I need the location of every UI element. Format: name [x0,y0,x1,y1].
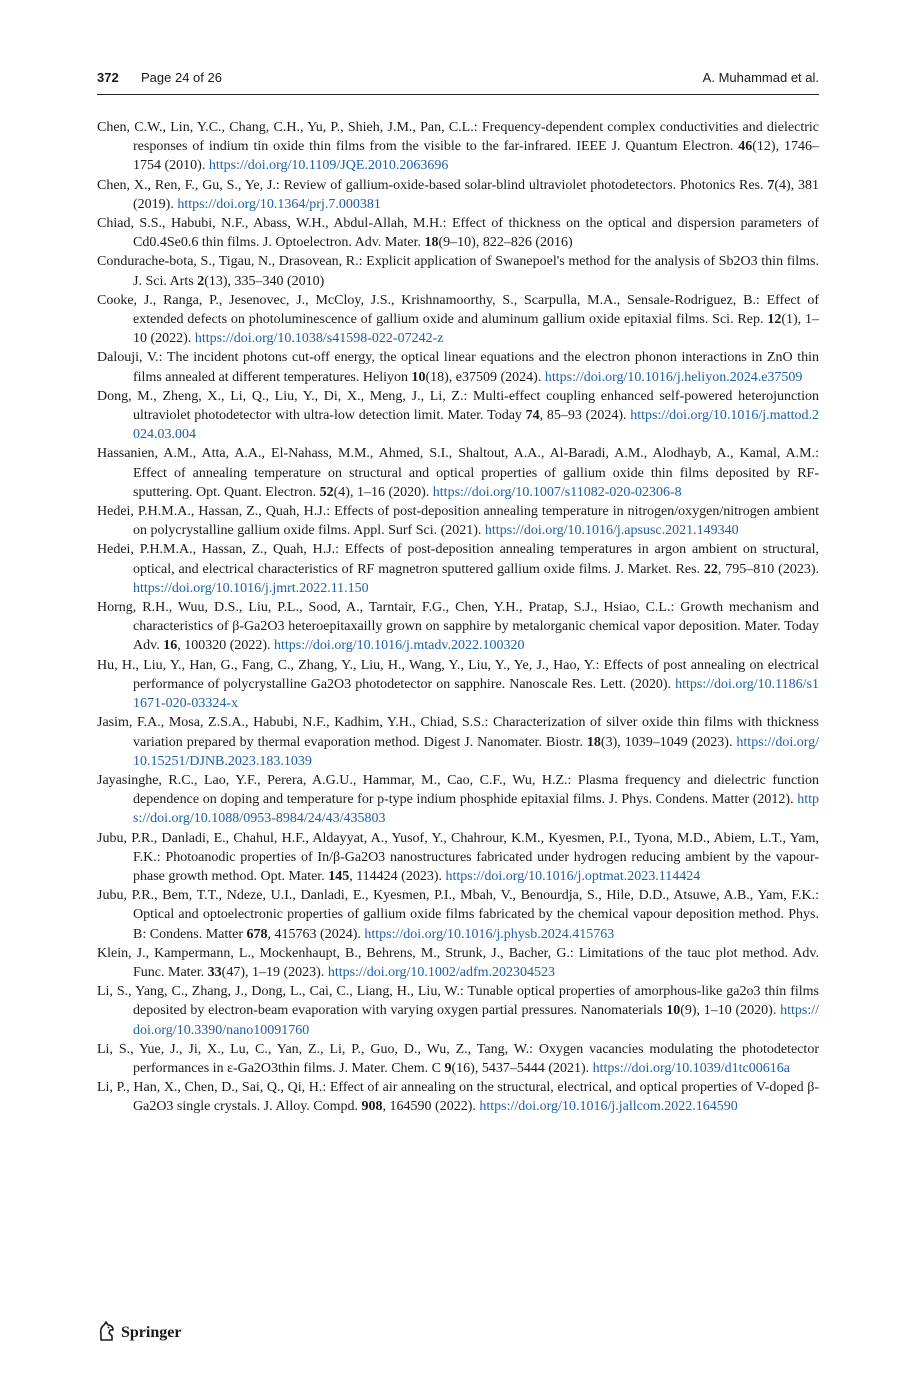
reference-text: Hassanien, A.M., Atta, A.A., El-Nahass, M.M., Ahmed, S.I., Shaltout, A.A., Al-Baradi, A.M., Alodhayb, A., Kamal, A.M.: Effect of annealing temperature on structural and optical properties of gallium oxide thin films deposited by RF-sputtering. Opt. Quant. Electron. [97,446,819,500]
reference-text: Li, P., Han, X., Chen, D., Sai, Q., Qi, H.: Effect of air annealing on the structural, electrical, and optical properties of V-doped β-Ga2O3 single crystals. J. Alloy. Compd. [97,1080,819,1115]
doi-link[interactable]: https://doi.org/10.1038/s41598-022-07242-z [194,331,444,347]
reference-entry [97,252,819,290]
reference-text: Li, S., Yang, C., Zhang, J., Dong, L., Cai, C., Liang, H., Liu, W.: Tunable optical properties of amorphous-like ga2o3 thin films deposited by electron-beam evaporation with varying oxygen partial pressures. Nanomaterials [97,984,819,1019]
reference-text: Cooke, J., Ranga, P., Jesenovec, J., McCloy, J.S., Krishnamoorthy, S., Scarpulla, M.A., Sensale-Rodriguez, B.: Effect of extended defects on photoluminescence of gallium oxide and aluminum gallium oxide epitaxial films. Sci. Rep. [97,292,819,328]
reference-pages: (47), 1–19 (2023). [221,964,328,980]
running-authors: A. Muhammad et al. [702,70,819,85]
reference-entry [97,771,819,829]
reference-pages: , 114424 (2023). [349,868,446,884]
reference-text: Hedei, P.H.M.A., Hassan, Z., Quah, H.J.: Effects of post-deposition annealing temperature in nitrogen/oxygen/nitrogen ambient on polycrystalline gallium oxide films. Appl. Surf Sci. (2021). [97,504,819,539]
doi-link[interactable]: https://doi.org/10.1039/d1tc00616a [592,1060,790,1076]
reference-entry [97,656,819,714]
reference-pages: , 164590 (2022). [382,1099,480,1115]
reference-pages: , 415763 (2024). [267,926,365,942]
doi-link[interactable]: https://doi.org/10.1016/j.heliyon.2024.e37509 [544,369,803,385]
reference-entry [97,713,819,771]
publisher-name: Springer [121,1324,182,1341]
reference-pages: (4), 381 (2019). [133,177,819,212]
doi-link[interactable]: https://doi.org/10.1364/prj.7.000381 [177,196,381,212]
reference-pages: (4), 1–16 (2020). [333,484,433,500]
reference-text: Chen, C.W., Lin, Y.C., Chang, C.H., Yu, P., Shieh, J.M., Pan, C.L.: Frequency-dependent complex conductivities and dielectric responses of indium tin oxide thin films from the visible to the far-infrared. IEEE J. Quantum Electron. [97,120,819,155]
reference-entry [97,944,819,982]
doi-link[interactable]: https://doi.org/10.3390/nano10091760 [133,1003,819,1038]
doi-link[interactable]: https://doi.org/10.1016/j.apsusc.2021.149340 [484,523,739,539]
reference-text: Dong, M., Zheng, X., Li, Q., Liu, Y., Di, X., Meng, J., Li, Z.: Multi-effect coupling enhanced self-powered heterojunction ultraviolet photodetector with ultra-low detection limit. Mater. Today [97,388,819,424]
doi-link[interactable]: https://doi.org/10.1016/j.mtadv.2022.100320 [274,638,525,654]
reference-text: Hedei, P.H.M.A., Hassan, Z., Quah, H.J.: Effects of post-deposition annealing temperatures in argon ambient on structural, optical, and electrical characteristics of RF magnetron sputtered gallium oxide films. J. Market. Res. [97,542,819,577]
reference-entry [97,291,819,349]
reference-entry [97,982,819,1040]
reference-entry [97,540,819,598]
publisher-footer [97,1321,181,1345]
reference-volume: 46 [738,139,753,155]
reference-text: Chen, X., Ren, F., Gu, S., Ye, J.: Review of gallium-oxide-based solar-blind ultraviolet photodetectors. Photonics Res. [97,177,768,193]
reference-volume: 908 [361,1099,383,1115]
reference-volume: 10 [411,369,426,385]
reference-volume: 2 [197,273,205,289]
reference-pages: , 100320 (2022). [177,638,275,654]
reference-pages: (1), 1–10 (2022). [133,312,820,347]
reference-entry [97,387,819,445]
reference-text: Horng, R.H., Wuu, D.S., Liu, P.L., Sood, A., Tarntair, F.G., Chen, Y.H., Pratap, S.J., Hsiao, C.L.: Growth mechanism and characteristics of β-Ga2O3 heteroepitaxailly grown on sapphire by metalorganic chemical vapor deposition. Mater. Today Adv. [97,600,819,654]
reference-text: Dalouji, V.: The incident photons cut-off energy, the optical linear equations and the electron phonon interactions in ZnO thin films annealed at different temperatures. Heliyon [97,350,819,385]
reference-text: Jayasinghe, R.C., Lao, Y.F., Perera, A.G.U., Hammar, M., Cao, C.F., Wu, H.Z.: Plasma frequency and dielectric function dependence on doping and temperature for p-type indium phosphide epitaxial films. J. Phys. Condens. Matter (2012). [97,772,819,808]
reference-volume: 18 [424,235,439,251]
reference-text: Hu, H., Liu, Y., Han, G., Fang, C., Zhang, Y., Liu, H., Wang, Y., Liu, Y., Ye, J., Hao, Y.: Effects of post annealing on electrical performance of polycrystalline Ga2O3 photodetector on sapphire. Nanoscale Res. Lett. (2020). [97,657,819,692]
reference-text: Li, S., Yue, J., Ji, X., Lu, C., Yan, Z., Li, P., Guo, D., Wu, Z., Tang, W.: Oxygen vacancies modulating the photodetector performances in ε-Ga2O3thin films. J. Mater. Chem. C [97,1041,819,1076]
reference-volume: 7 [767,177,775,193]
doi-link[interactable]: https://doi.org/10.1016/j.jmrt.2022.11.150 [133,580,369,596]
reference-volume: 9 [444,1060,452,1076]
reference-entry [97,598,819,656]
reference-volume: 145 [328,868,350,884]
reference-text: Condurache-bota, S., Tigau, N., Drasovean, R.: Explicit application of Swanepoel's method for the analysis of Sb2O3 thin films. J. Sci. Arts [97,254,819,289]
page-number: 372 [97,70,119,85]
reference-pages: (16), 5437–5444 (2021). [451,1060,593,1076]
reference-text: Jasim, F.A., Mosa, Z.S.A., Habubi, N.F., Kadhim, Y.H., Chiad, S.S.: Characterization of silver oxide thin films with thickness variation prepared by thermal evaporation method. Digest J. Nanomater. Biostr. [97,715,819,750]
doi-link[interactable]: https://doi.org/10.1016/j.jallcom.2022.164590 [479,1099,738,1115]
reference-list [97,118,819,1117]
reference-entry [97,502,819,540]
reference-pages: (18), e37509 (2024). [425,369,545,385]
reference-entry [97,348,819,386]
reference-volume: 52 [319,484,334,500]
reference-volume: 74 [525,408,540,424]
springer-horse-icon [97,1320,121,1347]
doi-link[interactable]: https://doi.org/10.1088/0953-8984/24/43/435803 [133,792,819,827]
doi-link[interactable]: https://doi.org/10.15251/DJNB.2023.183.1039 [133,734,820,769]
reference-pages: (12), 1746–1754 (2010). [133,139,819,174]
reference-text: Klein, J., Kampermann, L., Mockenhaupt, B., Behrens, M., Strunk, J., Bacher, G.: Limitations of the tauc plot method. Adv. Func. Mater. [97,945,819,980]
reference-pages: , 795–810 (2023). [717,561,819,577]
reference-entry [97,118,819,176]
reference-volume: 18 [586,734,601,750]
reference-pages: (9–10), 822–826 (2016) [438,235,573,251]
reference-entry [97,829,819,887]
reference-entry [97,214,819,252]
reference-pages: (9), 1–10 (2020). [680,1003,781,1019]
running-header [97,66,819,95]
doi-link[interactable]: https://doi.org/10.1007/s11082-020-02306-8 [432,484,682,500]
reference-volume: 12 [767,312,782,328]
reference-volume: 22 [703,561,718,577]
reference-entry [97,444,819,502]
reference-entry [97,886,819,944]
reference-volume: 33 [207,964,222,980]
reference-pages: (3), 1039–1049 (2023). [600,734,737,750]
reference-entry [97,1078,819,1116]
reference-pages: (13), 335–340 (2010) [204,273,325,289]
reference-entry [97,1040,819,1078]
reference-text: Jubu, P.R., Danladi, E., Chahul, H.F., Aldayyat, A., Yusof, Y., Chahrour, K.M., Kyesmen, P.I., Tyona, M.D., Abiem, L.T., Yam, F.K.: Photoanodic properties of In/β-Ga2O3 nanostructures fabricated under hydrogen reducing ambient by the vapour-phase growth method. Opt. Mater. [97,830,819,884]
reference-text: Jubu, P.R., Bem, T.T., Ndeze, U.I., Danladi, E., Kyesmen, P.I., Mbah, V., Benourdja, S., Hile, D.D., Atsuwe, A.B., Yam, F.K.: Optical and optoelectronic properties of gallium oxide films fabricated by the chemical vapour deposition method. Phys. B: Condens. Matter [97,888,819,942]
doi-link[interactable]: https://doi.org/10.1186/s11671-020-03324-x [133,676,819,712]
doi-link[interactable]: https://doi.org/10.1016/j.optmat.2023.114424 [445,868,701,884]
reference-volume: 16 [163,638,178,654]
reference-volume: 10 [666,1003,681,1019]
doi-link[interactable]: https://doi.org/10.1016/j.physb.2024.415763 [364,926,615,942]
doi-link[interactable]: https://doi.org/10.1109/JQE.2010.2063696 [208,158,449,174]
reference-pages: , 85–93 (2024). [539,408,631,424]
doi-link[interactable]: https://doi.org/10.1016/j.mattod.2024.03.004 [133,408,819,443]
page-of-total: Page 24 of 26 [141,70,222,85]
reference-entry [97,176,819,214]
reference-text: Chiad, S.S., Habubi, N.F., Abass, W.H., Abdul-Allah, M.H.: Effect of thickness on the optical and dispersion parameters of Cd0.4Se0.6 thin films. J. Optoelectron. Adv. Mater. [97,216,819,251]
reference-volume: 678 [246,926,268,942]
doi-link[interactable]: https://doi.org/10.1002/adfm.202304523 [327,964,556,980]
